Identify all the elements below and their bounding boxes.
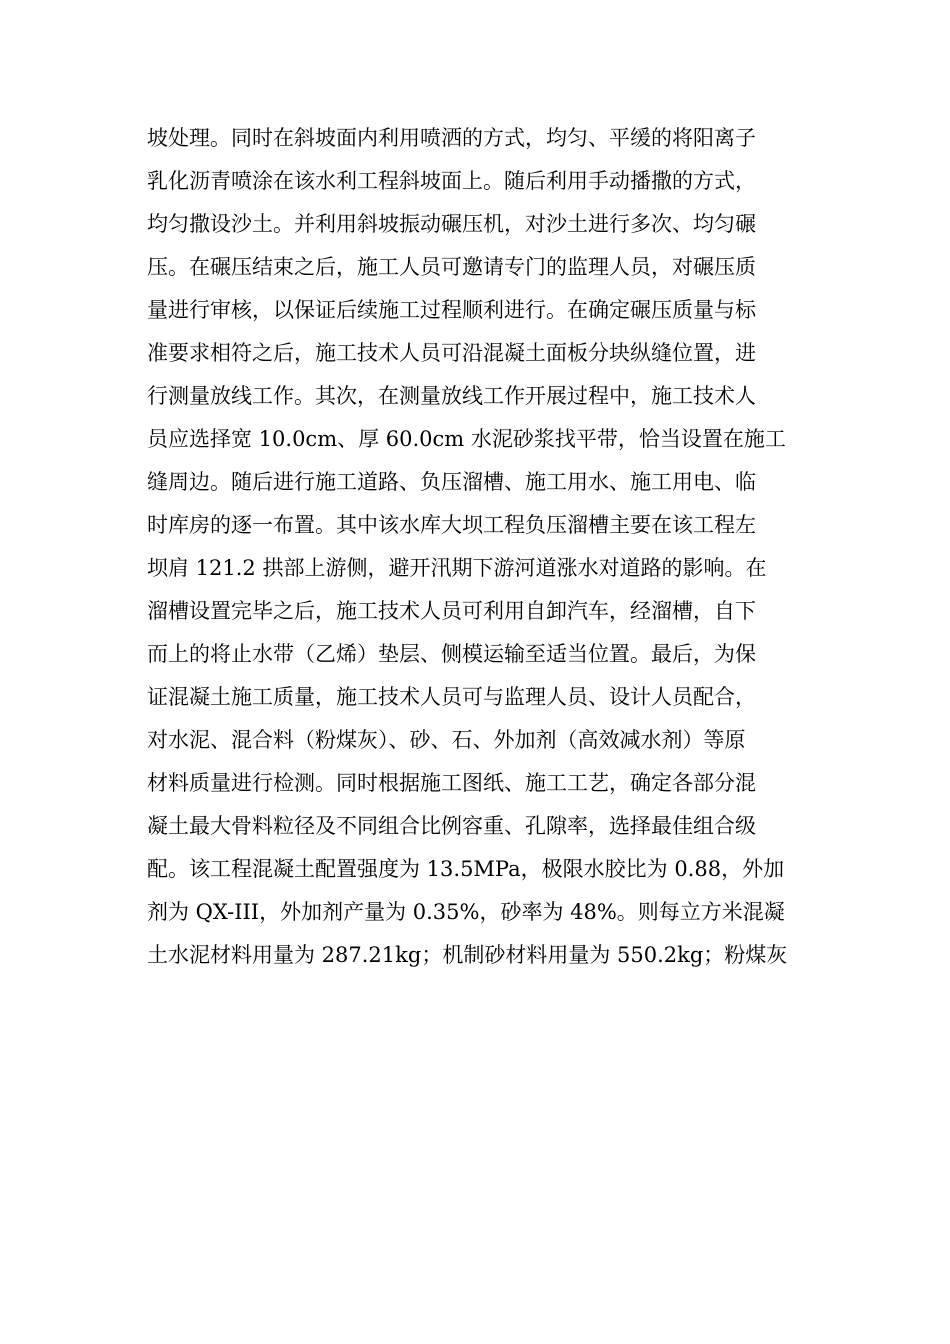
text-line: 压。在碾压结束之后，施工人员可邀请专门的监理人员，对碾压质: [147, 255, 756, 279]
text-line: 员应选择宽 10.0cm、厚 60.0cm 水泥砂浆找平带，恰当设置在施工: [147, 427, 786, 451]
text-line: 乳化沥青喷涂在该水利工程斜坡面上。随后利用手动播撒的方式，: [147, 169, 756, 193]
text-line: 坡处理。同时在斜坡面内利用喷洒的方式，均匀、平缓的将阳离子: [147, 126, 756, 150]
text-line: 而上的将止水带（乙烯）垫层、侧模运输至适当位置。最后，为保: [147, 642, 756, 666]
text-line: 剂为 QX-III，外加剂产量为 0.35%，砂率为 48%。则每立方米混凝: [147, 900, 785, 924]
body-paragraph: [147, 117, 807, 977]
text-line: 时库房的逐一布置。其中该水库大坝工程负压溜槽主要在该工程左: [147, 513, 756, 537]
text-line: 配。该工程混凝土配置强度为 13.5MPa，极限水胶比为 0.88，外加: [147, 857, 785, 881]
text-line: 行测量放线工作。其次，在测量放线工作开展过程中，施工技术人: [147, 384, 756, 408]
text-line: 材料质量进行检测。同时根据施工图纸、施工工艺，确定各部分混: [147, 771, 756, 795]
text-line: 土水泥材料用量为 287.21kg；机制砂材料用量为 550.2kg；粉煤灰: [147, 943, 788, 967]
text-line: 缝周边。随后进行施工道路、负压溜槽、施工用水、施工用电、临: [147, 470, 756, 494]
text-line: 均匀撒设沙土。并利用斜坡振动碾压机，对沙土进行多次、均匀碾: [147, 212, 756, 236]
text-line: 坝肩 121.2 拱部上游侧，避开汛期下游河道涨水对道路的影响。在: [147, 556, 767, 580]
text-line: 溜槽设置完毕之后，施工技术人员可利用自卸汽车，经溜槽，自下: [147, 599, 756, 623]
text-line: 对水泥、混合料（粉煤灰）、砂、石、外加剂（高效减水剂）等原: [147, 728, 746, 752]
text-line: 凝土最大骨料粒径及不同组合比例容重、孔隙率，选择最佳组合级: [147, 814, 756, 838]
text-line: 量进行审核，以保证后续施工过程顺利进行。在确定碾压质量与标: [147, 298, 756, 322]
text-line: 证混凝土施工质量，施工技术人员可与监理人员、设计人员配合，: [147, 685, 756, 709]
text-line: 准要求相符之后，施工技术人员可沿混凝土面板分块纵缝位置，进: [147, 341, 756, 365]
